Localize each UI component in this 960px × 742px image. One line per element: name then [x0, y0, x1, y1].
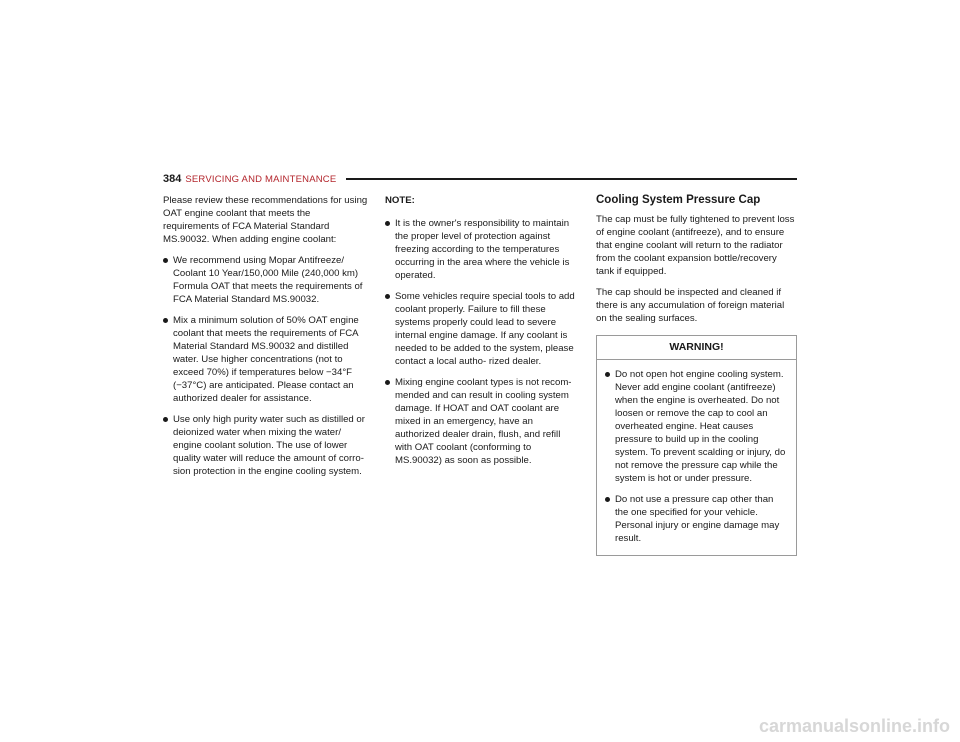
list-item: We recommend using Mopar Antifreeze/ Coolant 10 Year/150,000 Mile (240,000 km) Formula OAT that meets the requirements of FCA Material Standard MS.90032.	[163, 254, 368, 306]
warning-list	[605, 368, 788, 545]
section-title: SERVICING AND MAINTENANCE	[185, 173, 337, 185]
page-number: 384	[163, 173, 182, 185]
column-right	[596, 194, 797, 556]
column-left	[163, 194, 368, 486]
watermark: carmanualsonline.info	[758, 716, 950, 736]
header-rule	[346, 178, 797, 180]
list-item: Mix a minimum solution of 50% OAT engine coolant that meets the requirements of FCA Material Standard MS.90032 and distilled water. Use higher concentrations (not to exceed 70%) if temperatures below −34°F (−37°C) are anticipated. Please contact an authorized dealer for assistance.	[163, 314, 368, 405]
paragraph: The cap must be fully tightened to prevent loss of engine coolant (antifreeze), and to ensure that engine coolant will return to the radiator from the coolant expansion bottle/recovery tank if equipped.	[596, 214, 795, 277]
list-item: Do not open hot engine cooling system. Never add engine coolant (antifreeze) when the engine is overheated. Do not loosen or remove the cap to cool an overheated engine. Heat causes pressure to build up in the cooling system. To prevent scalding or injury, do not remove the pressure cap while the system is hot or under pressure.	[605, 368, 788, 485]
paragraph: The cap should be inspected and cleaned if there is any accumulation of foreign material on the sealing surfaces.	[596, 287, 785, 324]
intro-paragraph: Please review these recommendations for using OAT engine coolant that meets the requirements of FCA Material Standard MS.90032. When adding engine coolant:	[163, 195, 368, 245]
section-heading: Cooling System Pressure Cap	[596, 194, 761, 206]
note-list	[385, 217, 580, 467]
page-header	[163, 172, 797, 186]
warning-body	[597, 360, 796, 555]
note-label: NOTE:	[385, 195, 415, 206]
warning-title: WARNING!	[597, 336, 796, 360]
warning-box	[596, 335, 797, 556]
list-item: Mixing engine coolant types is not recom- mended and can result in cooling system damage. If HOAT and OAT coolant are mixed in an emergency, have an authorized dealer drain, flush, and refill with OAT coolant (conforming to MS.90032) as soon as possible.	[385, 376, 580, 467]
list-item: Do not use a pressure cap other than the one specified for your vehicle. Personal injury or engine damage may result.	[605, 493, 788, 545]
coolant-recommendations-list	[163, 254, 368, 478]
column-middle	[385, 194, 580, 475]
list-item: Some vehicles require special tools to add coolant properly. Failure to fill these systems properly could lead to severe internal engine damage. If any coolant is needed to be added to the system, please contact a local autho- rized dealer.	[385, 290, 580, 368]
list-item: Use only high purity water such as distilled or deionized water when mixing the water/ engine coolant solution. The use of lower quality water will reduce the amount of corro- sion protection in the engine cooling system.	[163, 413, 368, 478]
list-item: It is the owner's responsibility to maintain the proper level of protection against freezing according to the temperatures occurring in the area where the vehicle is operated.	[385, 217, 580, 282]
